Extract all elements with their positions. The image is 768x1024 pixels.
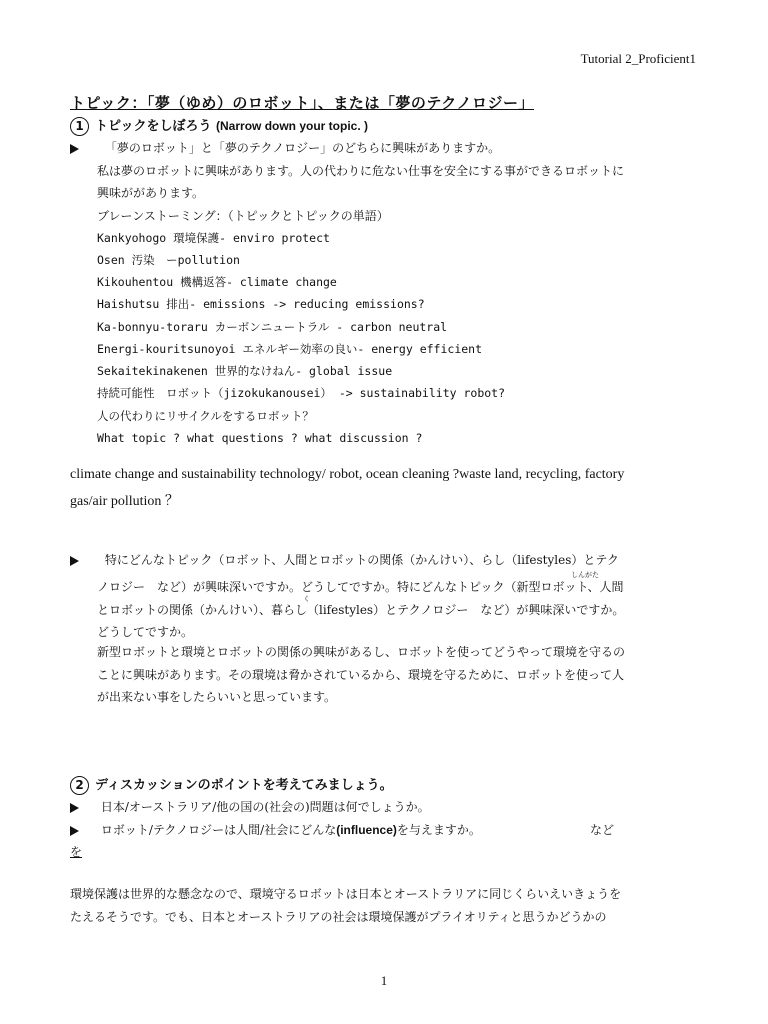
arrow-bullet-icon [70, 826, 79, 836]
bullet-question-1 [70, 139, 500, 156]
paragraph-line: 環境保護は世界的な懸念なので、環境守るロボットは日本とオーストラリアに同じくらいえいきょうを [70, 887, 622, 901]
question-text: どうしてですか。 [97, 625, 194, 639]
vocab-item: What topic ? what questions ? what discussion ? [97, 431, 423, 445]
nado-text: など [590, 823, 615, 837]
question-text: とロボットの関係（かんけい）、暮らし（lifestyles）とテクノロジー など）が興味深いですか。 [97, 603, 625, 617]
vocab-item: Kikouhentou 機構返答- climate change [97, 275, 337, 289]
section-1-heading [70, 115, 368, 136]
arrow-bullet-icon [70, 803, 79, 813]
vocab-item: Haishutsu 排出- emissions -> reducing emissions? [97, 297, 425, 311]
question-text-pre: ロボット/テクノロジーは人間/社会にどんな [100, 823, 337, 837]
english-paragraph-line: climate change and sustainability technology/ robot, ocean cleaning ?waste land, recycling, factory [70, 467, 625, 482]
bullet-question-4 [70, 821, 481, 838]
section-number: 1 [70, 117, 89, 136]
paragraph-line: たえるそうです。でも、日本とオーストラリアの社会は環境保護がプライオリティと思うかどうかの [70, 910, 607, 924]
answer-line: ことに興味があります。その環境は脅かされているから、環境を守るために、ロボットを使って人 [97, 668, 625, 682]
arrow-bullet-icon [70, 556, 79, 566]
vocab-item: Ka-bonnyu-toraru カーボンニュートラル - carbon neutral [97, 320, 448, 334]
question-text: 特にどんなトピック（ロボット、人間とロボットの関係（かんけい）、らし（lifestyles）とテク [104, 553, 619, 567]
bullet-question-2 [70, 551, 619, 568]
section-2-label: ディスカッションのポイントを考えてみましょう。 [95, 778, 393, 793]
question-text-post: を与えますか。 [396, 823, 481, 837]
vocab-item: Osen 汚染 ーpollution [97, 253, 240, 267]
question-english: (influence) [336, 823, 397, 837]
answer-line: が出来ない事をしたらいいと思っています。 [97, 690, 337, 704]
furigana: しんがた [571, 571, 599, 579]
vocab-item: Kankyohogo 環境保護- enviro protect [97, 231, 330, 245]
document-header: Tutorial 2_Proficient1 [580, 51, 696, 66]
furigana: く [303, 595, 310, 603]
english-paragraph-line: gas/air pollution ？ [70, 494, 179, 509]
wo-text: を [70, 845, 83, 859]
bullet-question-3 [70, 798, 430, 815]
question-text: 「夢のロボット」と「夢のテクノロジー」のどちらに興味がありますか。 [104, 141, 501, 155]
arrow-bullet-icon [70, 144, 79, 154]
section-2-heading [70, 774, 393, 795]
page-number: 1 [380, 973, 388, 988]
answer-line: 私は夢のロボットに興味があります。人の代わりに危ない仕事を安全にする事ができるロボットに [97, 164, 625, 178]
answer-line: 新型ロボットと環境とロボットの関係の興味があるし、ロボットを使ってどうやって環境を守るの [97, 645, 626, 659]
question-text: ノロジー など）が興味深いですか。どうしてですか。特にどんなトピック（新型ロボット、人間 [97, 580, 624, 594]
vocab-item: Energi-kouritsunoyoi エネルギー効率の良い- energy efficient [97, 342, 483, 356]
vocab-item: 人の代わりにリサイクルをするロボット？ [97, 409, 314, 423]
question-text: 日本/オーストラリア/他の国の(社会の)問題は何でしょうか。 [100, 800, 430, 814]
vocab-item: 持続可能性 ロボット（jizokukanousei） -> sustainability robot? [97, 386, 506, 400]
section-number: 2 [70, 776, 89, 795]
section-1-label: トピックをしぼろう [95, 119, 212, 134]
vocab-item: Sekaitekinakenen 世界的なけねん- global issue [97, 364, 393, 378]
page-title: トピック：「夢（ゆめ）のロボット」、または「夢のテクノロジー」 [70, 94, 535, 112]
answer-line: 興味ががあります。 [97, 186, 205, 200]
section-1-english: (Narrow down your topic. ) [216, 119, 369, 133]
brainstorm-heading: ブレーンストーミング：（トピックとトピックの単語） [97, 209, 389, 223]
